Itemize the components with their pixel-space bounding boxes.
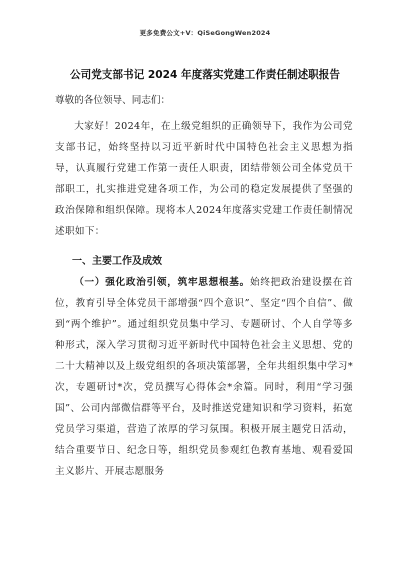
header-note: 更多免费公文+V：QiSeGongWen2024 [139, 29, 271, 37]
salutation: 尊敬的各位领导、同志们： [55, 95, 171, 106]
subsection-paragraph [55, 272, 353, 482]
subsection-body: 始终把政治建设摆在首位，教育引导全体党员干部增强“四个意识”、坚定“四个自信”、做到“两个维护”。通过组织党员集中学习、专题研讨、个人自学等多种形式，深入学习贯彻习近平新时代中国特色社会主义思想、党的二十大精神以及上级党组织的各项决策部署，全年共组织集中学习*次，专题研讨*次，党员撰写心得体会*余篇。同时，利用“学习强国”、公司内部微信群等平台，及时推送党建知识和学习资料，拓宽党员学习渠道，营造了浓厚的学习氛围。积极开展主题党日活动，结合重要节日、纪念日等，组织党员参观红色教育基地、观看爱国主义影片、开展志愿服务 [55, 277, 353, 477]
document-title: 公司党支部书记 2024 年度落实党建工作责任制述职报告 [70, 69, 340, 81]
section-heading: 一、主要工作及成效 [72, 256, 162, 267]
subsection-lead: （一）强化政治引领，筑牢思想根基。 [74, 277, 250, 288]
intro-paragraph: 大家好！2024年，在上级党组织的正确领导下，我作为公司党支部书记，始终坚持以习近平新时代中国特色社会主义思想为指导，认真履行党建工作第一责任人职责，团结带领公司全体党员干部职工，扎实推进党建各项工作，为公司的稳定发展提供了坚强的政治保障和组织保障。现将本人2024年度落实党建工作责任制情况述职如下： [55, 121, 353, 237]
